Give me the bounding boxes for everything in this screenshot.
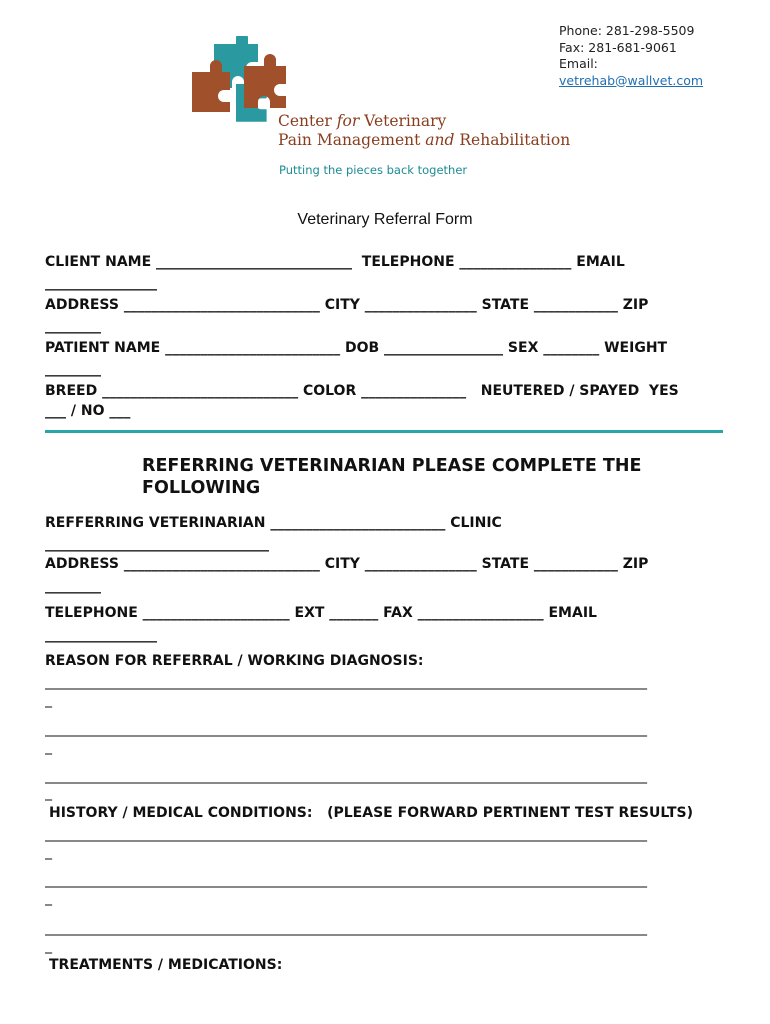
vet-address-line: ADDRESS ____________________________ CITY ________________ STATE ____________ ZIP <box>45 556 649 572</box>
org-line-2: Pain Management and Rehabilitation <box>278 131 571 149</box>
org-line-1: Center for Veterinary <box>278 112 447 130</box>
vet-zip-line: ________ <box>45 578 101 594</box>
reason-label: REASON FOR REFERRAL / WORKING DIAGNOSIS: <box>45 653 424 669</box>
history-blank-tail: _ <box>45 938 52 954</box>
neutered-line: ___ / NO ___ <box>45 403 131 419</box>
email-label: Email: <box>559 56 598 71</box>
breed-line: BREED ____________________________ COLOR _______________ NEUTERED / SPAYED YES <box>45 383 679 399</box>
section-divider <box>45 430 723 433</box>
email-link[interactable]: vetrehab@wallvet.com <box>559 72 704 88</box>
form-title: Veterinary Referral Form <box>297 211 473 228</box>
reason-blank-line[interactable]: ______________________________________________________________________________________ <box>45 721 647 737</box>
contact-block <box>559 23 703 89</box>
tagline: Putting the pieces back together <box>279 163 468 177</box>
client-address-line: ADDRESS ____________________________ CITY ________________ STATE ____________ ZIP <box>45 297 649 313</box>
fax-text: Fax: 281-681-9061 <box>559 39 677 55</box>
reason-blank-line[interactable]: ______________________________________________________________________________________ <box>45 674 647 690</box>
treatments-label: TREATMENTS / MEDICATIONS: <box>49 957 283 973</box>
reason-blank-line[interactable]: ______________________________________________________________________________________ <box>45 768 647 784</box>
vet-email-line: ________________ <box>45 627 157 643</box>
reason-blank-tail: _ <box>45 692 52 708</box>
vet-telephone-line: TELEPHONE _____________________ EXT _______ FAX __________________ EMAIL <box>45 605 597 621</box>
client-zip-line: ________ <box>45 318 101 334</box>
client-email-line: ________________ <box>45 275 157 291</box>
history-blank-line[interactable]: ______________________________________________________________________________________ <box>45 826 647 842</box>
history-blank-tail: _ <box>45 890 52 906</box>
history-label: HISTORY / MEDICAL CONDITIONS: (PLEASE FORWARD PERTINENT TEST RESULTS) <box>49 805 693 821</box>
organization-name <box>278 112 570 150</box>
patient-weight-line: ________ <box>45 361 101 377</box>
clinic-line: ________________________________ <box>45 536 269 552</box>
history-blank-tail: _ <box>45 844 52 860</box>
history-blank-line[interactable]: ______________________________________________________________________________________ <box>45 920 647 936</box>
history-blank-line[interactable]: ______________________________________________________________________________________ <box>45 872 647 888</box>
referring-vet-line: REFFERRING VETERINARIAN _________________________ CLINIC <box>45 515 502 531</box>
phone-text: Phone: 281-298-5509 <box>559 23 695 38</box>
client-name-line: CLIENT NAME ____________________________ TELEPHONE ________________ EMAIL <box>45 254 625 270</box>
reason-blank-tail: _ <box>45 785 52 801</box>
referring-vet-heading: REFERRING VETERINARIAN PLEASE COMPLETE THE FOLLOWING <box>142 456 642 498</box>
reason-blank-tail: _ <box>45 739 52 755</box>
patient-name-line: PATIENT NAME _________________________ DOB _________________ SEX ________ WEIGHT <box>45 340 668 356</box>
